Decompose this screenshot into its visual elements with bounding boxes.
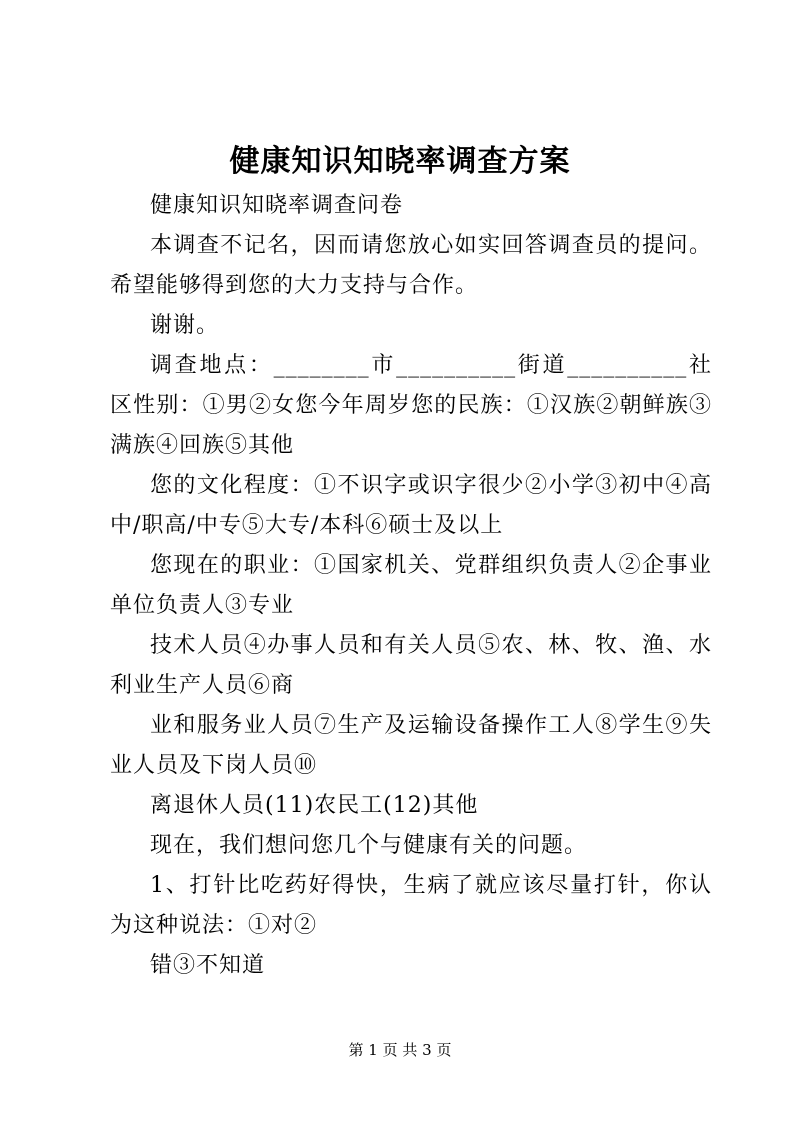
paragraph-education: 您的文化程度：①不识字或识字很少②小学③初中④高中/职高/中专⑤大专/本科⑥硕士及以上 — [110, 473, 712, 538]
paragraph-occupation-3: 业和服务业人员⑦生产及运输设备操作工人⑧学生⑨失业人员及下岗人员⑩ — [110, 713, 712, 778]
paragraph-occupation-1: 您现在的职业：①国家机关、党群组织负责人②企事业单位负责人③专业 — [110, 553, 712, 618]
document-title: 健康知识知晓率调查方案 — [229, 144, 571, 179]
paragraph-occupation-4: 离退休人员(11)农民工(12)其他 — [150, 793, 479, 818]
document-body — [110, 186, 712, 986]
paragraph-location-gender-ethnicity: 调查地点：________市__________街道__________社区性别：①男②女您今年周岁您的民族：①汉族②朝鲜族③满族④回族⑤其他 — [110, 353, 712, 458]
paragraph-thanks: 谢谢。 — [150, 313, 220, 338]
paragraph-intro: 本调查不记名，因而请您放心如实回答调查员的提问。希望能够得到您的大力支持与合作。 — [110, 233, 712, 298]
page-number-footer: 第 1 页 共 3 页 — [348, 1041, 452, 1059]
paragraph-health-questions-intro: 现在，我们想问您几个与健康有关的问题。 — [150, 833, 588, 858]
paragraph-occupation-2: 技术人员④办事人员和有关人员⑤农、林、牧、渔、水利业生产人员⑥商 — [110, 633, 712, 698]
paragraph-question-1-options: 错③不知道 — [150, 953, 266, 978]
paragraph-questionnaire-heading: 健康知识知晓率调查问卷 — [150, 193, 404, 218]
paragraph-question-1: 1、打针比吃药好得快，生病了就应该尽量打针，你认为这种说法：①对② — [110, 873, 712, 938]
